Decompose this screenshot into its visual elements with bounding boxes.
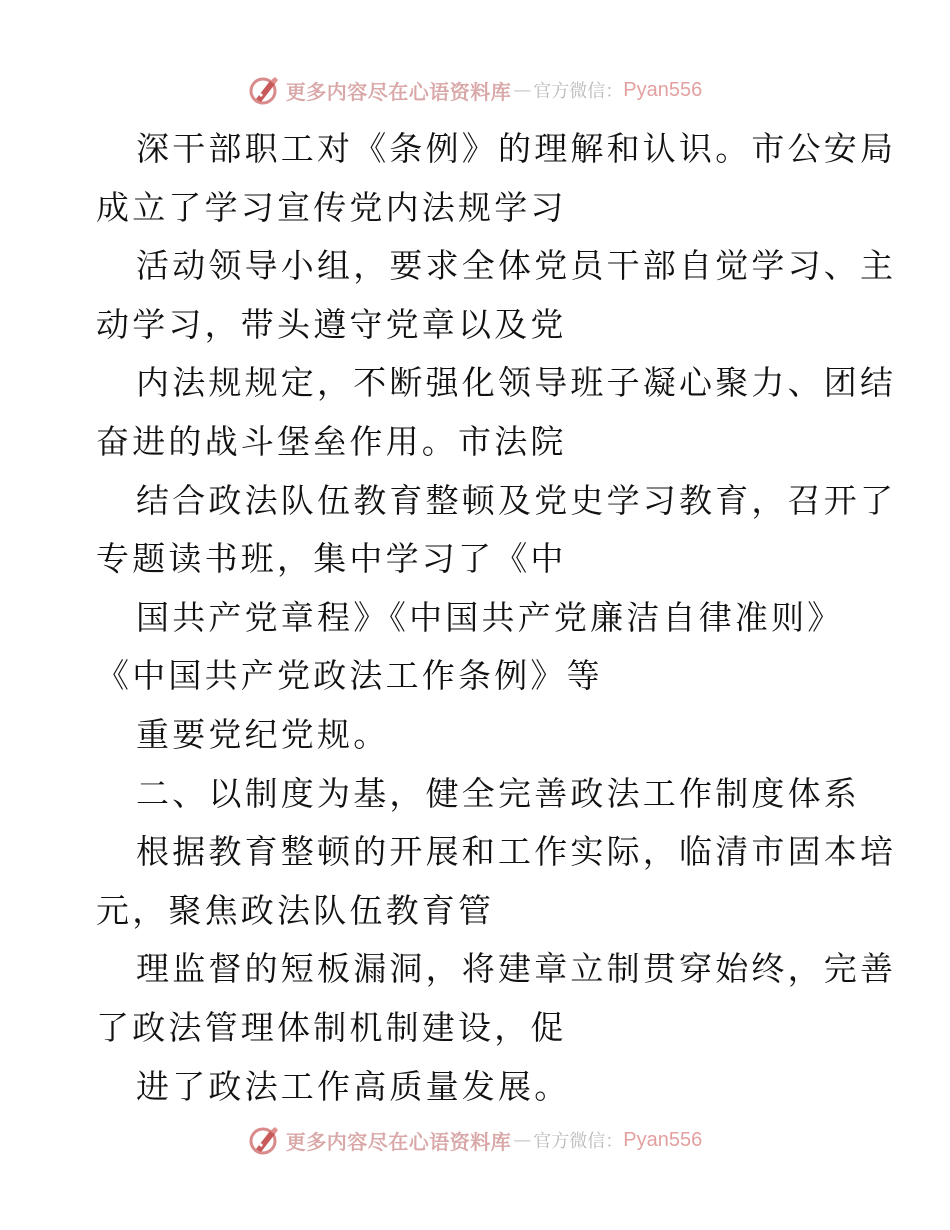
banner-dash: — xyxy=(513,1129,532,1151)
footer-banner xyxy=(0,1120,950,1160)
body-line-11: 重要党纪党规。 xyxy=(136,714,390,754)
banner-brand-text: 更多内容尽在心语资料库 xyxy=(285,79,512,104)
body-line-3: 活动领导小组，要求全体党员干部自觉学习、主 xyxy=(136,246,897,286)
body-line-2: 成立了学习宣传党内法规学习 xyxy=(96,187,567,227)
banner-wechat-label: 官方微信： xyxy=(533,1131,624,1152)
body-line-10: 《中国共产党政法工作条例》等 xyxy=(96,656,603,696)
body-line-8: 专题读书班，集中学习了《中 xyxy=(96,539,567,579)
body-line-1: 深干部职工对《条例》的理解和认识。市公安局 xyxy=(136,129,897,168)
pen-nib-logo-icon xyxy=(248,1123,282,1157)
header-banner xyxy=(0,70,950,110)
body-line-15: 理监督的短板漏洞，将建章立制贯穿始终，完善 xyxy=(136,949,897,989)
section-heading: 二、以制度为基，健全完善政法工作制度体系 xyxy=(136,773,860,813)
body-line-13: 根据教育整顿的开展和工作实际，临清市固本培 xyxy=(136,832,897,872)
pen-nib-logo-icon xyxy=(248,73,282,107)
body-line-7: 结合政法队伍教育整顿及党史学习教育，召开了 xyxy=(136,480,897,520)
banner-wechat-id: Pyan556 xyxy=(623,1128,703,1151)
body-line-9: 国共产党章程》《中国共产党廉洁自律准则》 xyxy=(136,597,844,637)
body-line-6: 奋进的战斗堡垒作用。市法院 xyxy=(96,421,567,461)
body-line-14: 元，聚焦政法队伍教育管 xyxy=(96,890,495,930)
banner-wechat-id: Pyan556 xyxy=(623,78,703,101)
banner-dash: — xyxy=(513,79,532,101)
banner-brand-text: 更多内容尽在心语资料库 xyxy=(285,1129,512,1154)
body-line-5: 内法规规定，不断强化领导班子凝心聚力、团结 xyxy=(136,363,897,403)
banner-wechat-label: 官方微信： xyxy=(533,81,624,102)
body-line-4: 动学习，带头遵守党章以及党 xyxy=(96,304,567,344)
document-body xyxy=(96,120,897,1116)
body-line-17: 进了政法工作高质量发展。 xyxy=(136,1066,571,1106)
body-line-16: 了政法管理体制机制建设，促 xyxy=(96,1007,567,1047)
